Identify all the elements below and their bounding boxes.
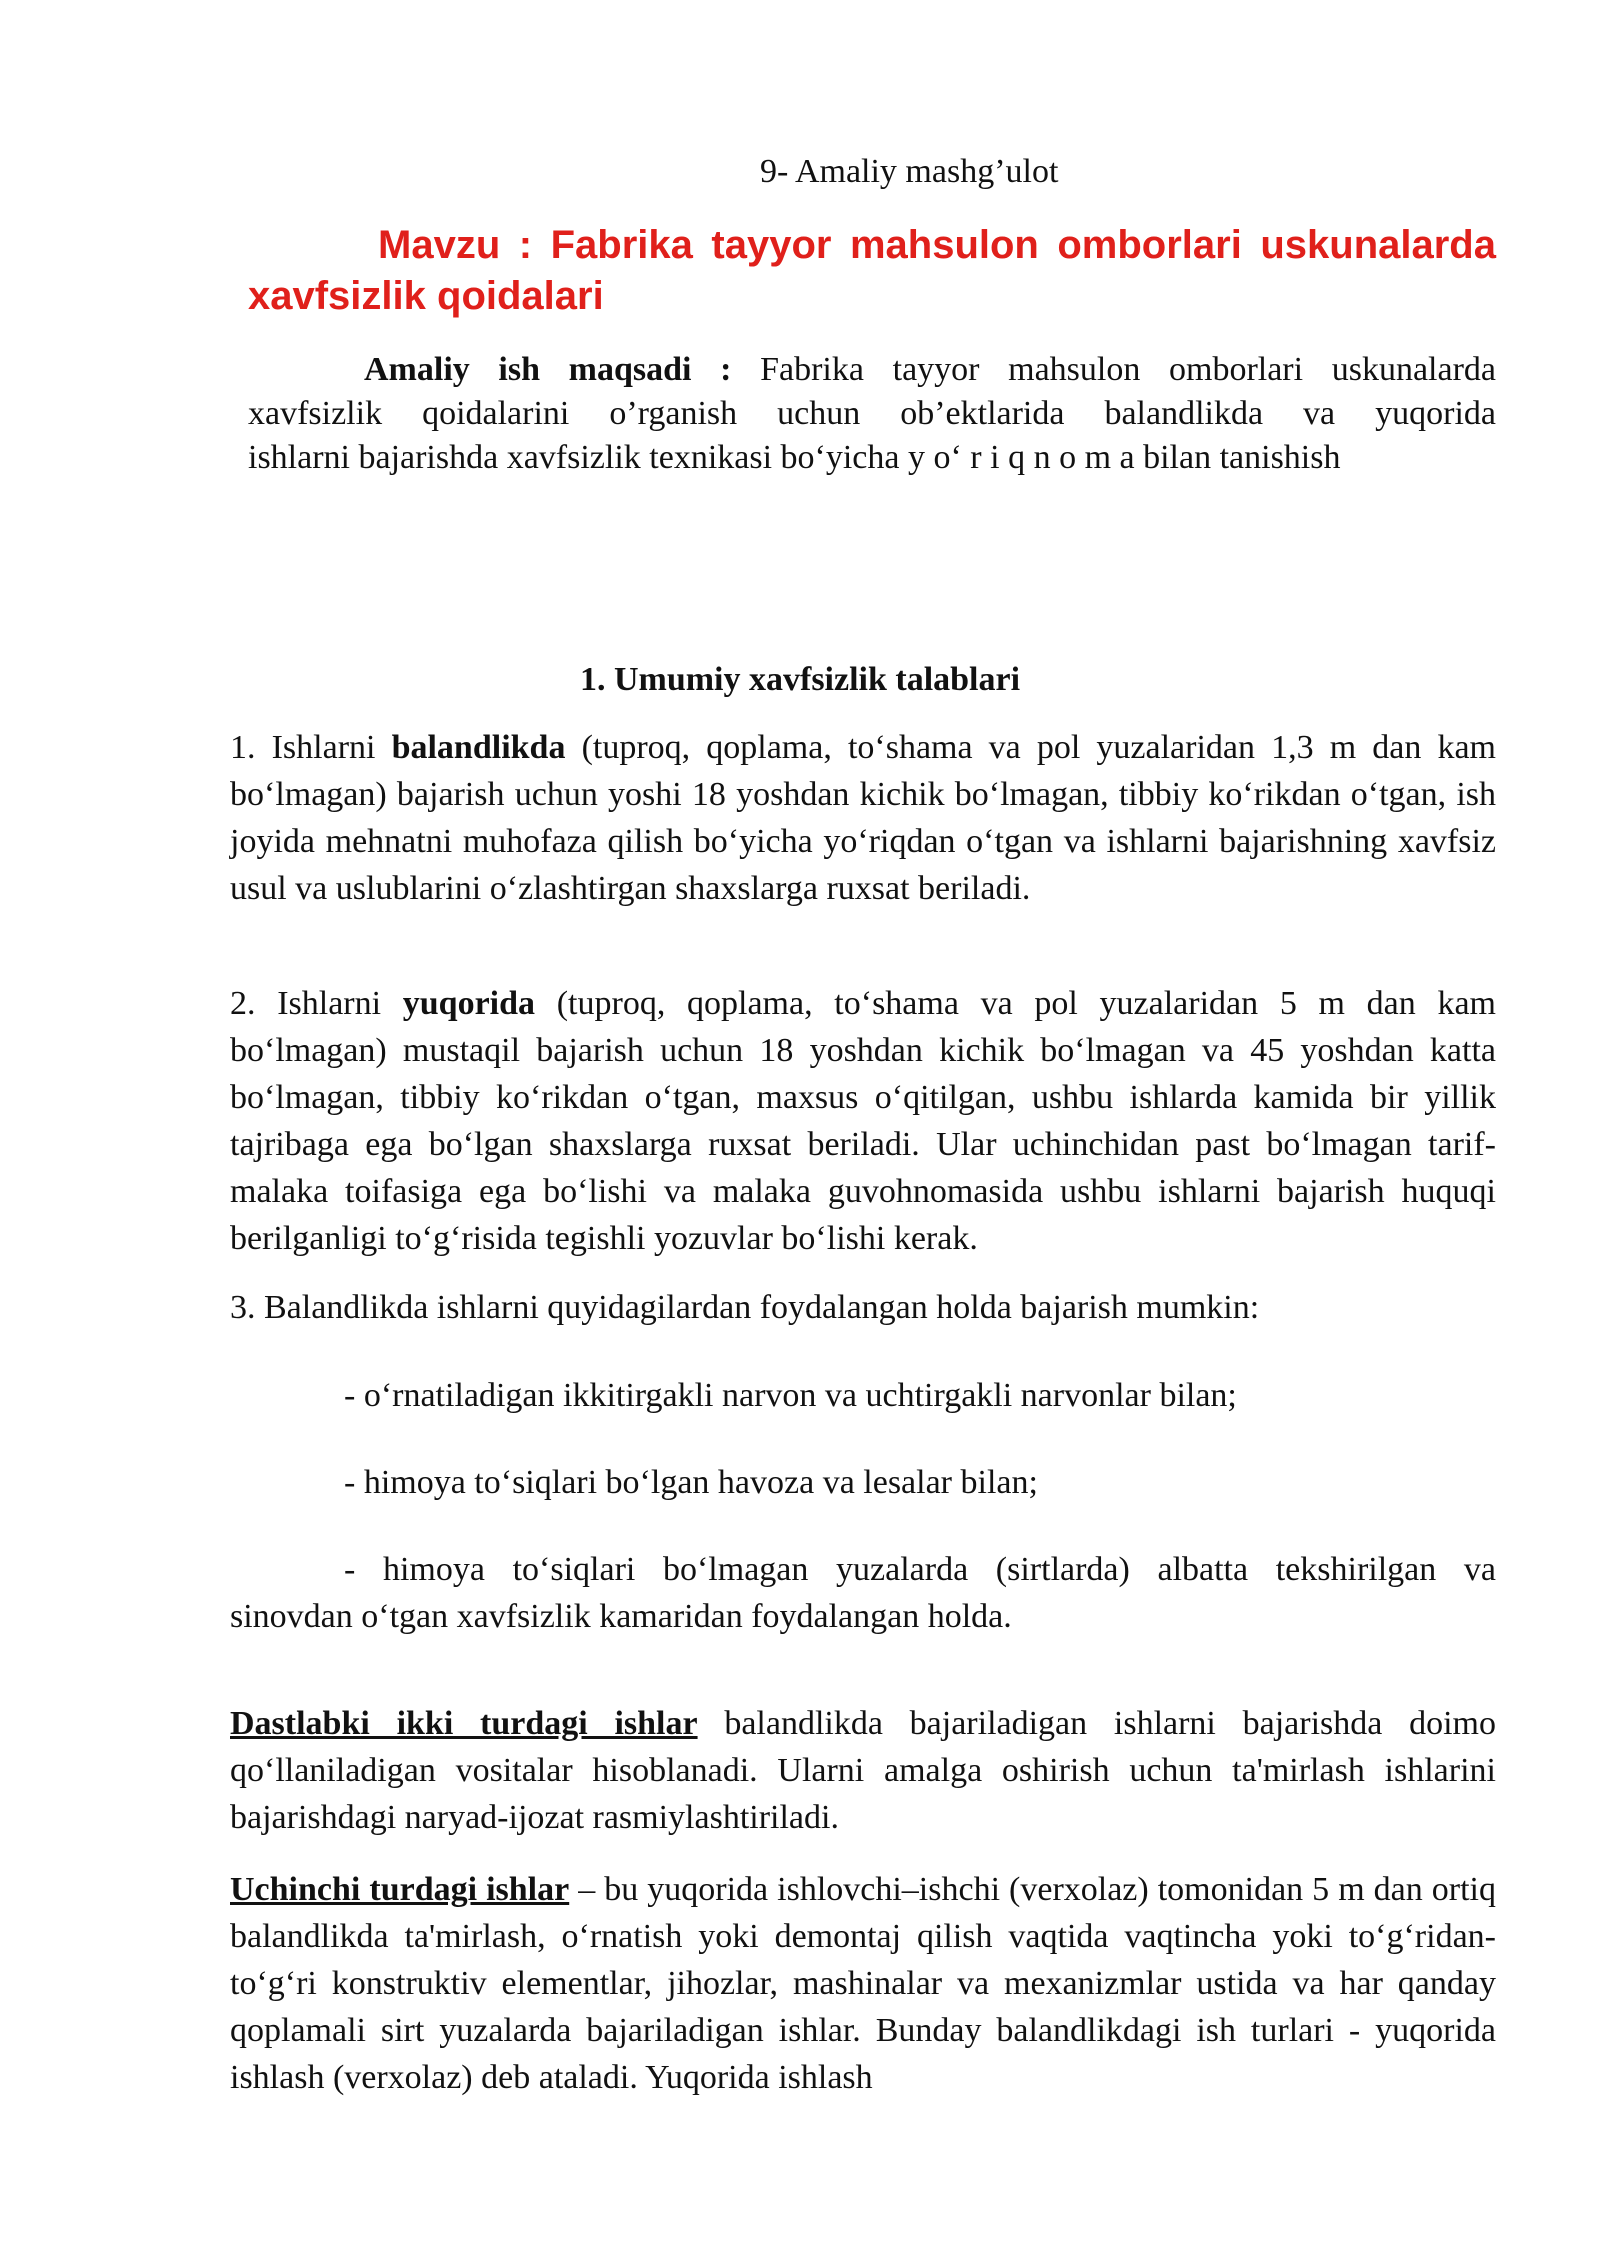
paragraph-2-bold: yuqorida xyxy=(402,985,536,1022)
paragraph-1-start: 1. Ishlarni xyxy=(230,729,392,766)
paragraph-5 xyxy=(230,1866,1496,2101)
paragraph-5-heading: Uchinchi turdagi ishlar xyxy=(230,1871,570,1908)
paragraph-4-heading: Dastlabki ikki turdagi ishlar xyxy=(230,1705,698,1742)
topic-line-2: xavfsizlik qoidalari xyxy=(248,274,604,319)
paragraph-1-bold: balandlikda xyxy=(391,729,566,766)
aim-line-3: ishlarni bajarishda xavfsizlik texnikasi bo‘yicha y o‘ r i q n o m a bilan tanishish xyxy=(248,439,1341,476)
list-item xyxy=(230,1546,1496,1640)
topic-title xyxy=(248,220,1496,322)
topic-line-1: Mavzu : Fabrika tayyor mahsulon omborlari uskunalarda xyxy=(378,223,1496,267)
aim-line-1 xyxy=(248,348,1496,392)
list-item: - o‘rnatiladigan ikkitirgakli narvon va uchtirgakli narvonlar bilan; xyxy=(344,1377,1237,1414)
list-item-line-1: - himoya to‘siqlari bo‘lmagan yuzalarda (sirtlarda) albatta tekshirilgan va xyxy=(344,1551,1496,1588)
paragraph-5-text: – bu yuqorida ishlovchi–ishchi (verxolaz) tomonidan 5 m dan ortiq balandlikda ta'mirlash, o‘rnatish yoki demontaj qilish vaqtida vaqtincha yoki to‘g‘ridan-to‘g‘ri konstruktiv elementlar, jihozlar, mashinalar va mexanizmlar ustida va har qanday qoplamali sirt yuzalarda bajariladigan ishlar. Bunday balandlikdagi ish turlari - yuqorida ishlash (verxolaz) deb ataladi. Yuqorida ishlash xyxy=(230,1871,1496,2096)
paragraph-4 xyxy=(230,1700,1496,1841)
aim-paragraph xyxy=(248,348,1496,480)
paragraph-1-text: (tuproq, qoplama, to‘shama va pol yuzalaridan 1,3 m dan kam bo‘lmagan) bajarish uchun yoshi 18 yoshdan kichik bo‘lmagan, tibbiy ko‘rikdan o‘tgan, ish joyida mehnatni muhofaza qilish bo‘yicha yo‘riqdan o‘tgan va ishlarni bajarishning xavfsiz usul va uslublarini o‘zlashtirgan shaxslarga ruxsat beriladi. xyxy=(230,729,1497,907)
paragraph-1 xyxy=(230,724,1496,912)
aim-line-2: xavfsizlik qoidalarini o’rganish uchun ob’ektlarida balandlikda va yuqorida xyxy=(248,395,1496,432)
paragraph-3: 3. Balandlikda ishlarni quyidagilardan foydalangan holda bajarish mumkin: xyxy=(230,1289,1260,1326)
paragraph-2 xyxy=(230,980,1496,1262)
list-item-line-2: sinovdan o‘tgan xavfsizlik kamaridan foydalangan holda. xyxy=(230,1598,1012,1635)
aim-line-1-text: Fabrika tayyor mahsulon omborlari uskunalarda xyxy=(731,351,1496,388)
lesson-number: 9- Amaliy mashg’ulot xyxy=(760,153,1059,190)
list-item: - himoya to‘siqlari bo‘lgan havoza va lesalar bilan; xyxy=(344,1464,1038,1501)
paragraph-2-text: (tuproq, qoplama, to‘shama va pol yuzalaridan 5 m dan kam bo‘lmagan) mustaqil bajarish uchun 18 yoshdan kichik bo‘lmagan va 45 yoshdan katta bo‘lmagan, tibbiy ko‘rikdan o‘tgan, maxsus o‘qitilgan, ushbu ishlarda kamida bir yillik tajribaga ega bo‘lgan shaxslarga ruxsat beriladi. Ular uchinchidan past bo‘lmagan tarif-malaka toifasiga ega bo‘lishi va malaka guvohnomasida ushbu ishlarni bajarish huquqi berilganligi to‘g‘risida tegishli yozuvlar bo‘lishi kerak. xyxy=(230,985,1497,1257)
aim-lead: Amaliy ish maqsadi : xyxy=(364,351,732,388)
paragraph-2-start: 2. Ishlarni xyxy=(230,985,403,1022)
paragraph-4-text: balandlikda bajariladigan ishlarni bajarishda doimo qo‘llaniladigan vositalar hisoblanadi. Ularni amalga oshirish uchun ta'mirlash ishlarini bajarishdagi naryad-ijozat rasmiylashtiriladi. xyxy=(230,1705,1496,1836)
section-title: 1. Umumiy xavfsizlik talablari xyxy=(579,661,1021,698)
